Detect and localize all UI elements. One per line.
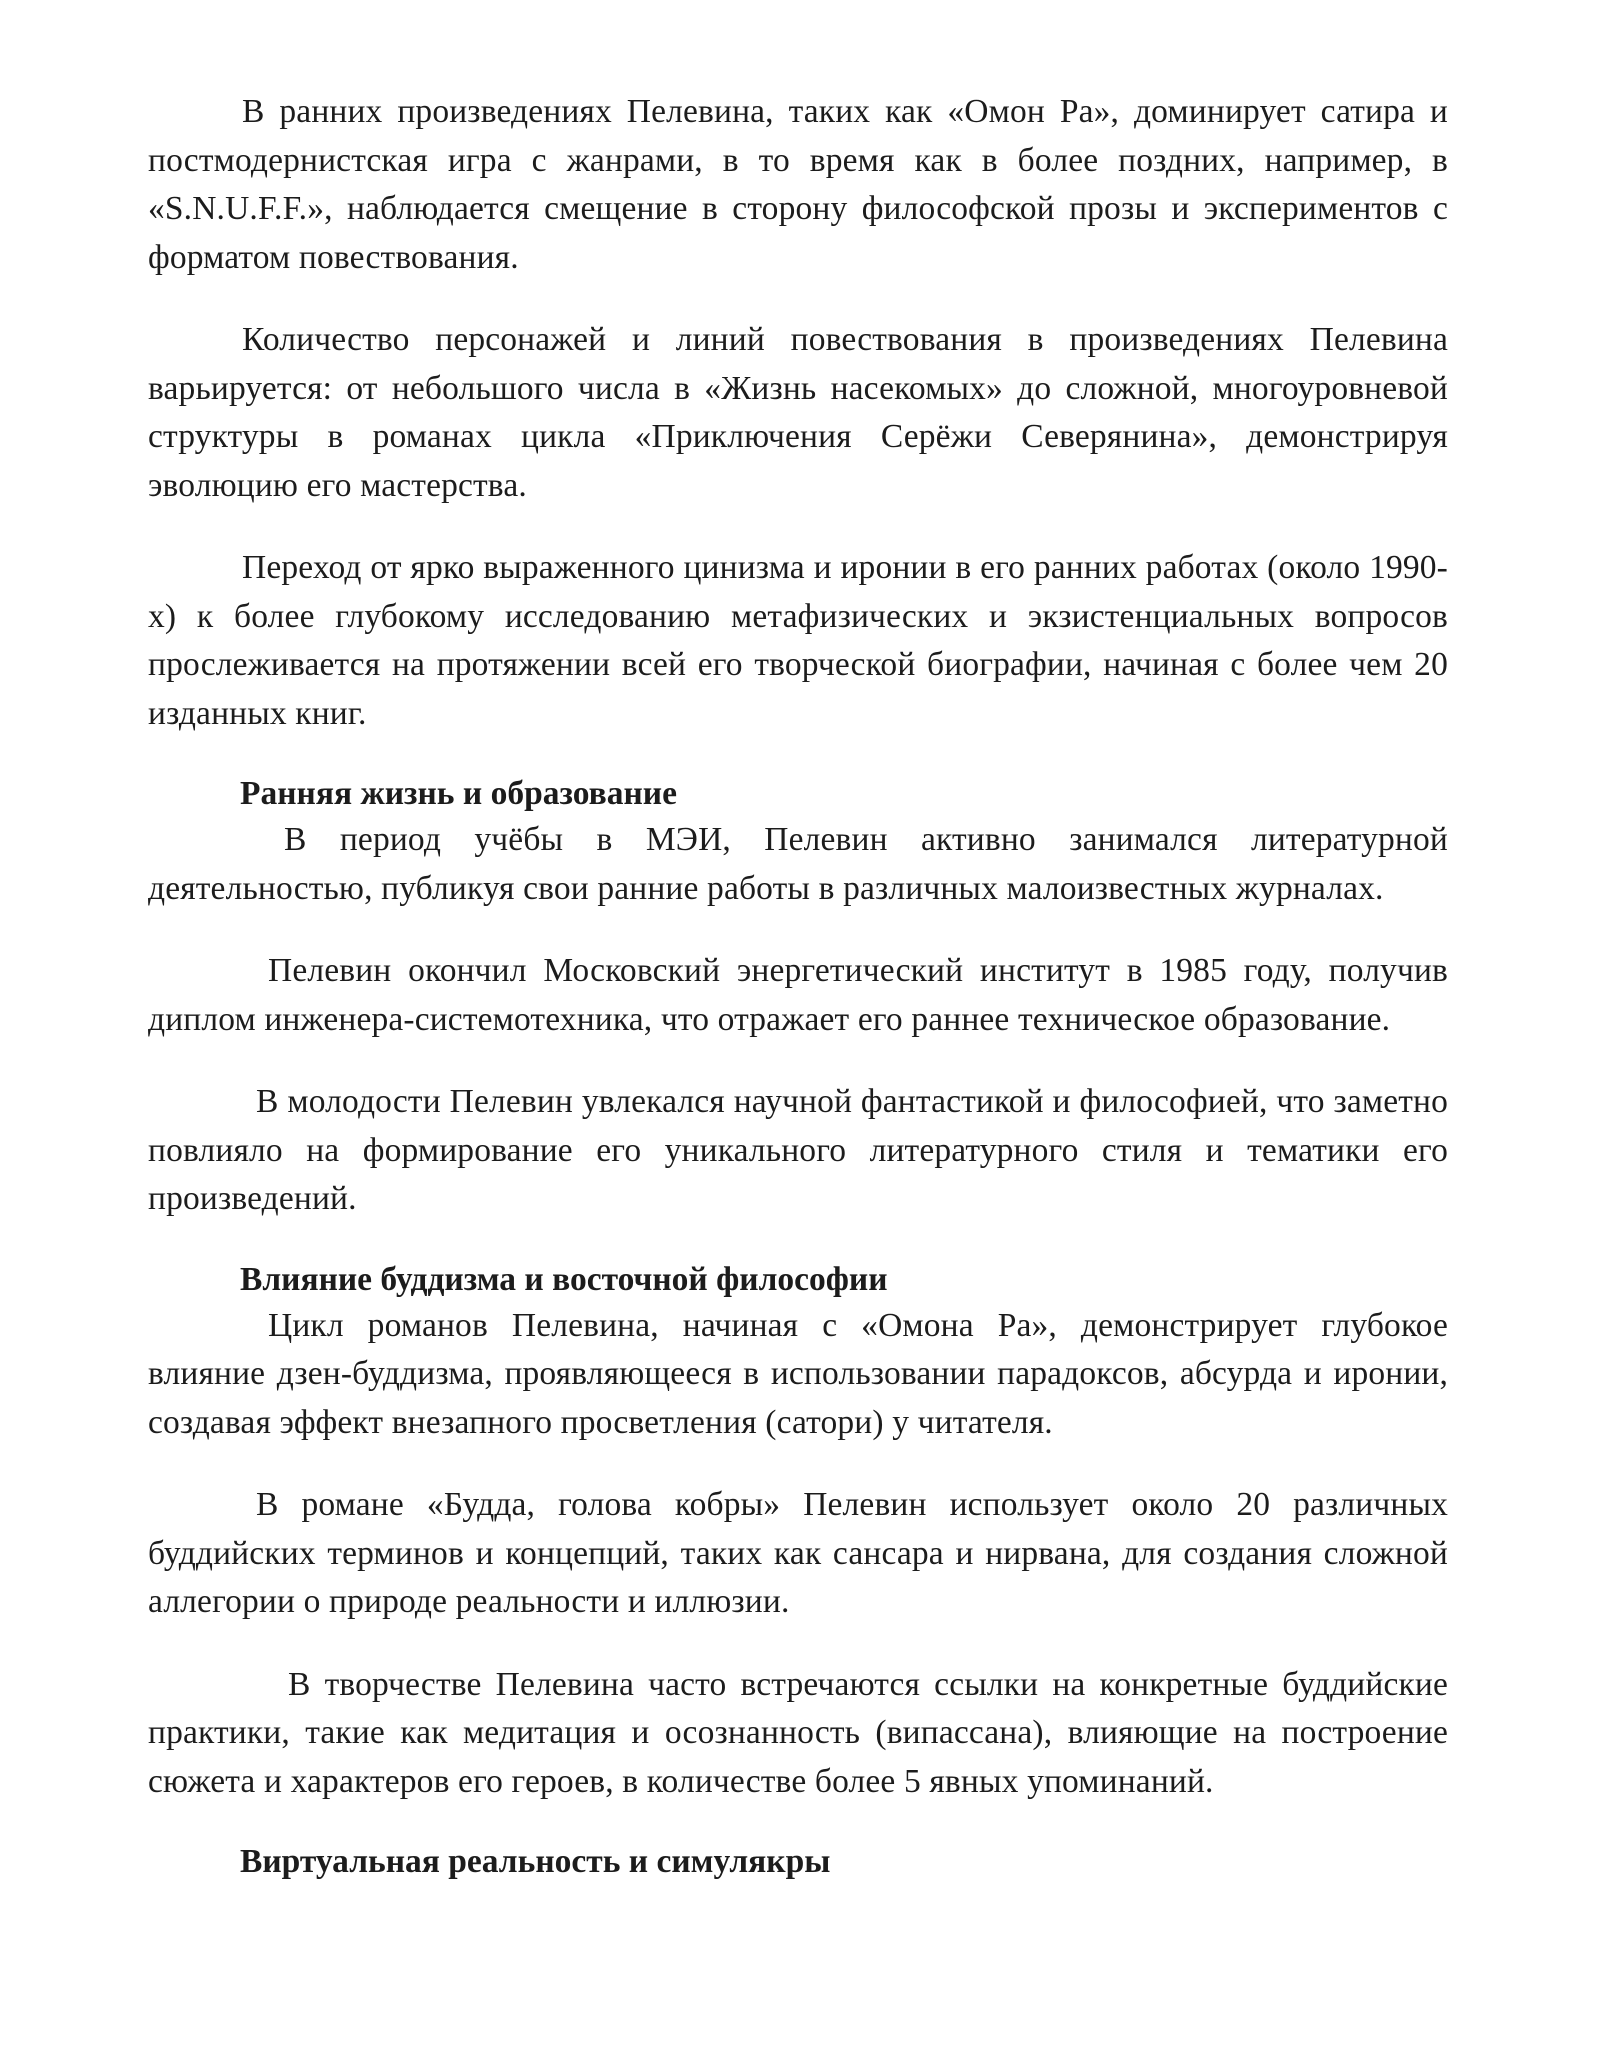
paragraph: В период учёбы в МЭИ, Пелевин активно занимался литературной деятельностью, публикуя свои ранние работы в различных малоизвестных журналах.	[148, 821, 1448, 907]
paragraph: Переход от ярко выраженного цинизма и иронии в его ранних работах (около 1990-х) к более глубокому исследованию метафизических и экзистенциальных вопросов прослеживается на протяжении всей его творческой биографии, начиная с более чем 20 изданных книг.	[148, 549, 1448, 732]
paragraph: Пелевин окончил Московский энергетический институт в 1985 году, получив диплом инженера-системотехника, что отражает его раннее техническое образование.	[148, 952, 1448, 1038]
section-heading-early-life: Ранняя жизнь и образование	[240, 775, 677, 812]
paragraph: В ранних произведениях Пелевина, таких как «Омон Ра», доминирует сатира и постмодернистская игра с жанрами, в то время как в более поздних, например, в «S.N.U.F.F.», наблюдается смещение в сторону философской прозы и экспериментов с форматом повествования.	[148, 93, 1448, 276]
section-heading-virtual-reality: Виртуальная реальность и симулякры	[240, 1843, 831, 1880]
section-heading-buddhism: Влияние буддизма и восточной философии	[240, 1260, 888, 1298]
paragraph: Количество персонажей и линий повествования в произведениях Пелевина варьируется: от небольшого числа в «Жизнь насекомых» до сложной, многоуровневой структуры в романах цикла «Приключения Серёжи Северянина», демонстрируя эволюцию его мастерства.	[148, 321, 1448, 504]
paragraph: В молодости Пелевин увлекался научной фантастикой и философией, что заметно повлияло на формирование его уникального литературного стиля и тематики его произведений.	[148, 1083, 1448, 1217]
paragraph: Цикл романов Пелевина, начиная с «Омона Ра», демонстрирует глубокое влияние дзен-буддизма, проявляющееся в использовании парадоксов, абсурда и иронии, создавая эффект внезапного просветления (сатори) у читателя.	[148, 1306, 1448, 1441]
paragraph: В творчестве Пелевина часто встречаются ссылки на конкретные буддийские практики, такие как медитация и осознанность (випассана), влияющие на построение сюжета и характеров его героев, в количестве более 5 явных упоминаний.	[148, 1665, 1448, 1800]
document-page	[148, 88, 1448, 1884]
paragraph: В романе «Будда, голова кобры» Пелевин использует около 20 различных буддийских терминов и концепций, таких как сансара и нирвана, для создания сложной аллегории о природе реальности и иллюзии.	[148, 1486, 1448, 1620]
